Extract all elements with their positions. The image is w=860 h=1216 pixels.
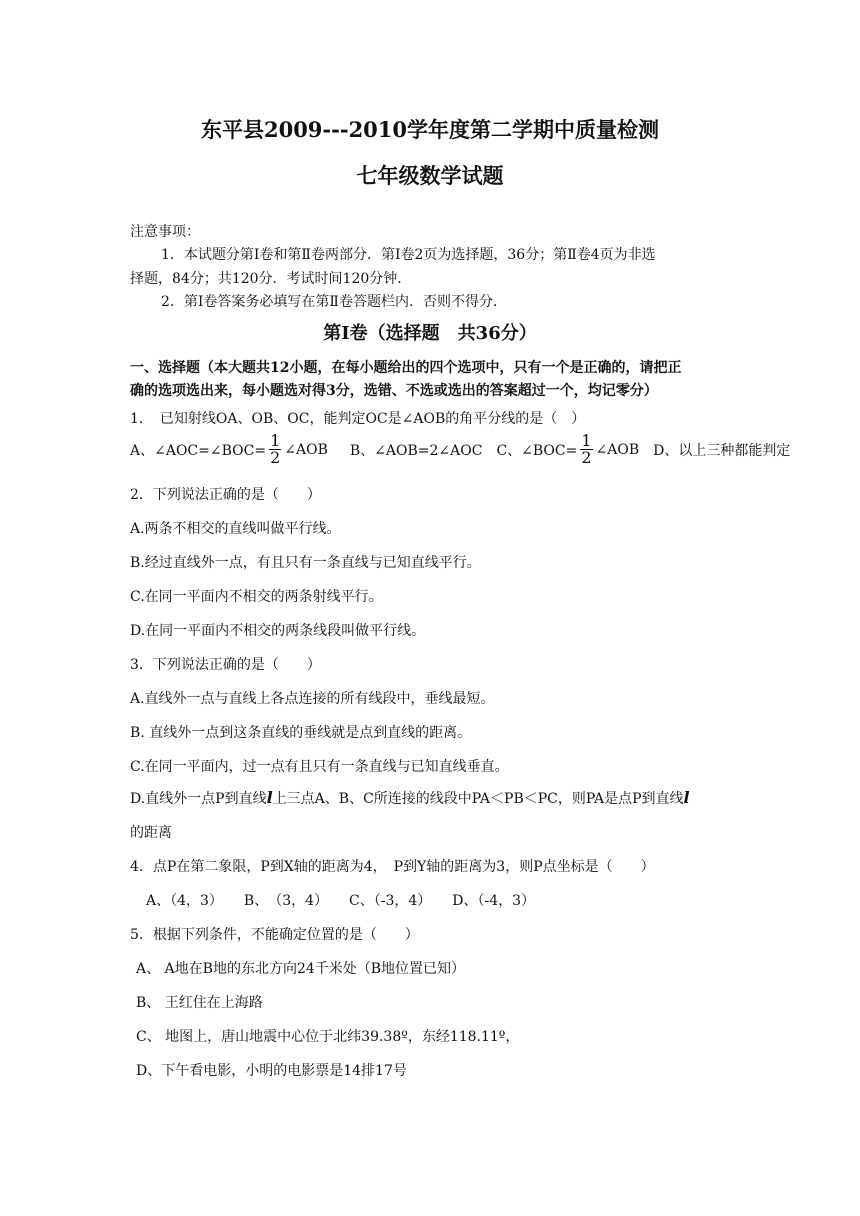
notes-item-2: 2．第Ⅰ卷答案务必填写在第Ⅱ卷答题栏内．否则不得分． [161, 294, 507, 310]
part-instructions-line1: 一、选择题（本大题共12小题，在每小题给出的四个选项中，只有一个是正确的，请把正 [130, 360, 682, 376]
q2-option-a: A.两条不相交的直线叫做平行线。 [130, 521, 341, 537]
q5-option-b: B、 王红住在上海路 [136, 995, 263, 1011]
q1-option-d: D、以上三种都能判定 [653, 442, 791, 459]
line-variable-l-2: l [683, 788, 690, 807]
fraction-half [269, 433, 281, 466]
fraction-denominator: 2 [270, 448, 281, 467]
q3-option-a: A.直线外一点与直线上各点连接的所有线段中，垂线最短。 [130, 691, 495, 707]
q5-option-d: D、下午看电影，小明的电影票是14排17号 [136, 1063, 407, 1079]
question-1-stem: 1． 已知射线OA、OB、OC，能判定OC是∠AOB的角平分线的是（ ） [130, 411, 586, 427]
question-4-stem: 4．点P在第二象限，P到X轴的距离为4， P到Y轴的距离为3，则P点坐标是（ ） [130, 859, 655, 875]
question-5-stem: 5．根据下列条件，不能确定位置的是（ ） [130, 927, 419, 943]
line-variable-l: l [266, 788, 273, 807]
fraction-numerator-c: 1 [581, 431, 592, 450]
fraction-half-c [580, 433, 592, 466]
q4-options: A、（4，3） B、 （3，4） C、（-3，4） D、（-4，3） [146, 893, 536, 909]
fraction-denominator-c: 2 [581, 448, 592, 467]
q5-option-a: A、 A地在B地的东北方向24千米处（B地位置已知） [136, 961, 466, 977]
question-1-options [130, 433, 790, 466]
question-2-stem: 2．下列说法正确的是（ ） [130, 487, 321, 503]
q3-option-d [130, 788, 690, 808]
q1-option-a-prefix: A、∠AOC=∠BOC= [130, 442, 267, 459]
q1-option-a-suffix: ∠AOB [284, 441, 328, 458]
q1-option-c-suffix: ∠AOB [595, 441, 640, 458]
q5-option-c: C、 地图上，唐山地震中心位于北纬39.38º，东经118.11º， [136, 1029, 520, 1045]
notes-item-1: 1．本试题分第Ⅰ卷和第Ⅱ卷两部分．第Ⅰ卷2页为选择题，36分；第Ⅱ卷4页为非选 [161, 247, 656, 263]
q2-option-d: D.在同一平面内不相交的两条线段叫做平行线。 [130, 623, 426, 639]
exam-subtitle: 七年级数学试题 [356, 163, 504, 188]
fraction-numerator: 1 [270, 431, 281, 450]
q3-option-d-part2: 上三点A、B、C所连接的线段中PA＜PB＜PC，则PA是点P到直线 [272, 791, 684, 807]
question-3-stem: 3．下列说法正确的是（ ） [130, 657, 321, 673]
q3-option-d-part1: D.直线外一点P到直线 [130, 791, 267, 807]
part-instructions-line2: 确的选项选出来，每小题选对得3分，选错、不选或选出的答案超过一个，均记零分） [130, 383, 658, 399]
q3-option-d-cont: 的距离 [130, 825, 172, 841]
exam-title: 东平县2009---2010学年度第二学期中质量检测 [200, 117, 660, 142]
section-title: 第Ⅰ卷（选择题 共36分） [323, 323, 537, 344]
notes-item-1-cont: 择题，84分；共120分．考试时间120分钟． [130, 271, 412, 287]
q2-option-b: B.经过直线外一点，有且只有一条直线与已知直线平行。 [130, 555, 481, 571]
notes-heading: 注意事项： [130, 224, 200, 240]
q2-option-c: C.在同一平面内不相交的两条射线平行。 [130, 589, 383, 605]
q3-option-b: B. 直线外一点到这条直线的垂线就是点到直线的距离。 [130, 725, 472, 741]
q1-option-b: B、∠AOB=2∠AOC [349, 442, 483, 459]
q3-option-c: C.在同一平面内，过一点有且只有一条直线与已知直线垂直。 [130, 759, 509, 775]
q1-option-c-prefix: C、∠BOC= [496, 442, 578, 459]
